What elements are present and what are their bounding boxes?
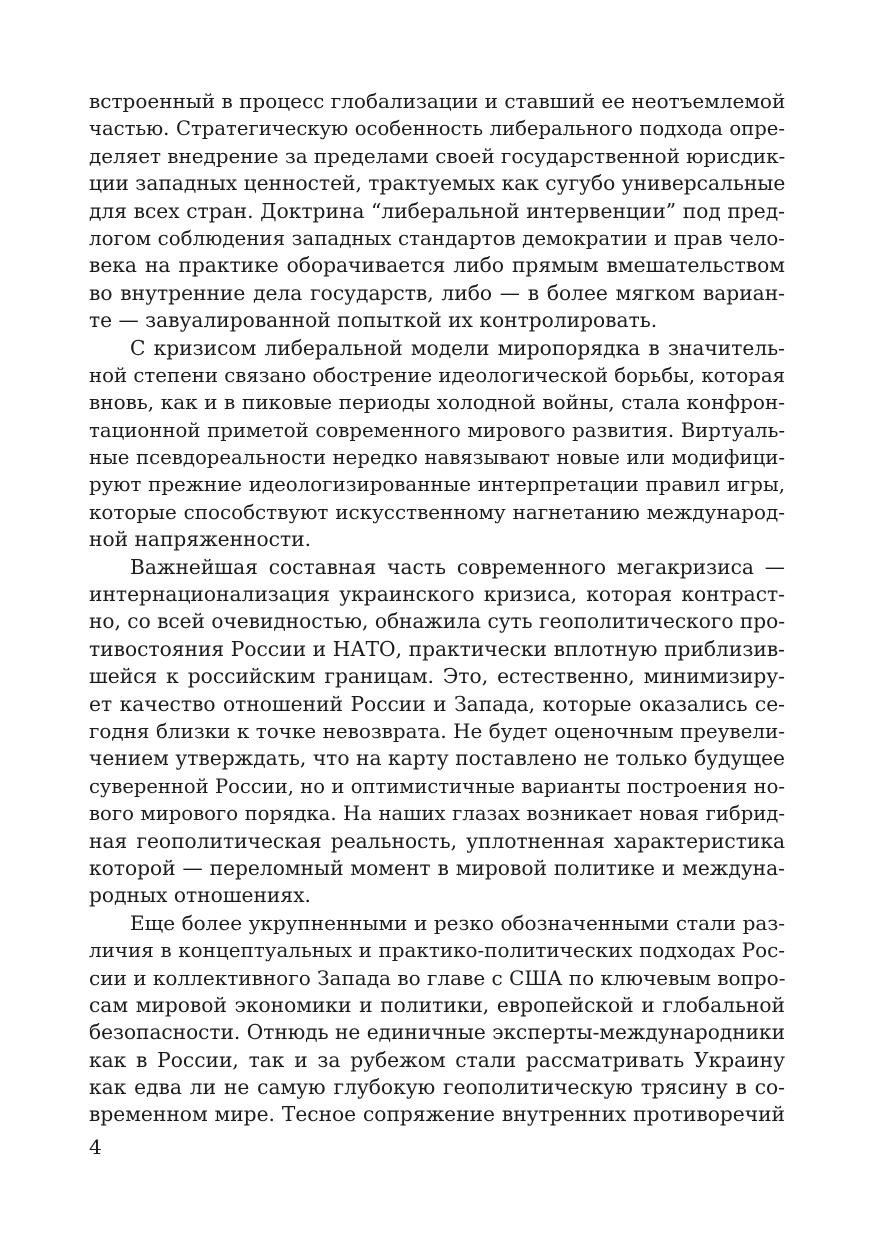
text-line: руют прежние идеологизированные интерпретации правил игры, [89,473,785,497]
text-line: которой — переломный момент в мировой политике и междуна- [89,855,785,880]
paragraph [89,335,785,554]
text-line: логом соблюдения западных стандартов демократии и прав чело- [89,226,785,250]
text-line: суверенной России, но и оптимистичные варианты построения но- [89,774,785,798]
text-line: Еще более укрупненными и резко обозначенными стали раз- [130,910,785,935]
text-line: сам мировой экономики и политики, европейской и глобальной [89,992,785,1017]
text-line: для всех стран. Доктрина “либеральной интервенции” под пред- [89,198,785,223]
text-line: чением утверждать, что на карту поставлено не только будущее [89,746,785,771]
text-line: те — завуалированной попыткой их контролировать. [89,308,658,333]
text-line: частью. Стратегическую особенность либерального подхода опре- [89,117,785,141]
text-line: века на практике оборачивается либо прямым вмешательством [89,253,785,278]
body-text [89,88,785,1129]
paragraph [89,88,785,335]
text-line: которые способствуют искусственному нагнетанию международ- [89,500,785,524]
text-line: вого мирового порядка. На наших глазах возникает новая гибрид- [89,802,785,826]
page-number: 4 [89,1135,102,1159]
text-line: безопасности. Отнюдь не единичные эксперты-международники [89,1020,785,1045]
text-line: интернационализация украинского кризиса, которая контраст- [89,582,785,607]
text-line: ет качество отношений России и Запада, которые оказались се- [89,691,785,716]
text-line: но, со всей очевидностью, обнажила суть геополитического про- [89,609,785,634]
text-line: ные псевдореальности нередко навязывают новые или модифици- [89,446,785,470]
text-line: родных отношениях. [89,883,311,908]
paragraph [89,910,785,1129]
text-line: деляет внедрение за пределами своей государственной юрисдик- [89,144,786,168]
text-line: сии и коллективного Запада во главе с США по ключевым вопро- [89,965,786,990]
text-line: тационной приметой современного мирового развития. Виртуаль- [89,418,785,442]
text-line: встроенный в процесс глобализации и ставший ее неотъемлемой [89,89,786,113]
text-line: С кризисом либеральной модели миропорядка в значитель- [130,335,785,360]
text-line: Важнейшая составная часть современного мегакризиса — [130,554,785,579]
text-line: ная геополитическая реальность, уплотненная характеристика [89,828,785,853]
text-line: во внутренние дела государств, либо — в более мягком вариан- [89,280,785,305]
text-line: временном мире. Тесное сопряжение внутренних противоречий [89,1102,785,1127]
text-line: личия в концептуальных и практико-политических подходах Рос- [89,939,785,963]
text-line: ции западных ценностей, трактуемых как сугубо универсальные [89,171,786,196]
text-line: ной степени связано обострение идеологической борьбы, которая [89,363,785,387]
text-line: тивостояния России и НАТО, практически вплотную приблизив- [89,636,785,661]
text-line: как едва ли не самую глубокую геополитическую трясину в со- [89,1075,785,1100]
text-line: вновь, как и в пиковые периоды холодной войны, стала конфрон- [89,390,785,415]
text-line: как в России, так и за рубежом стали рассматривать Украину [89,1047,785,1072]
text-line: ной напряженности. [89,527,312,552]
text-line: годня близки к точке невозврата. Не будет оценочным преувели- [89,719,785,743]
paragraph [89,554,785,910]
text-line: шейся к российским границам. Это, естественно, минимизиру- [89,664,785,689]
